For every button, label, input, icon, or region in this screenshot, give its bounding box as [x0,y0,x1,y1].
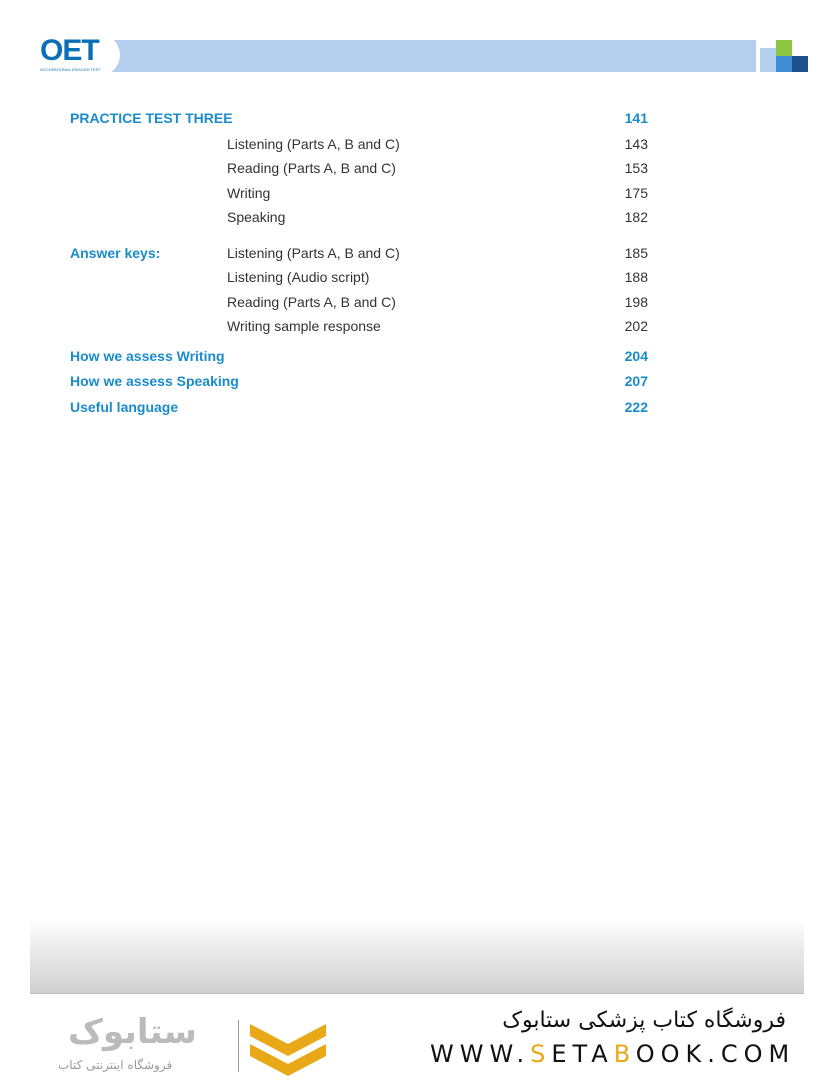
toc-page-number: 207 [624,373,648,389]
toc-page-number: 204 [624,347,648,364]
logo-text: OET [40,34,99,67]
url-part: WWW. [430,1040,531,1068]
brand-chevron-icon [250,1018,326,1076]
toc-row[interactable] [70,316,650,341]
toc-section-title: Useful language [70,398,179,415]
toc-row[interactable] [70,243,650,268]
toc-row-section[interactable] [70,346,650,372]
url-part: B [613,1040,636,1068]
footer-divider [30,993,804,994]
toc-section-title: PRACTICE TEST THREE [70,110,233,126]
toc-page-number: 153 [624,160,648,176]
toc-row-section[interactable] [70,371,650,397]
store-url[interactable] [430,1040,795,1068]
store-name: فروشگاه کتاب پزشکی ستابوک [502,1008,786,1033]
url-part: S [530,1040,552,1068]
toc-section-title: How we assess Speaking [70,373,239,389]
toc-page-number: 182 [624,209,648,225]
toc-item-label: Speaking [227,209,286,225]
toc-item-label: Reading (Parts A, B and C) [227,293,396,310]
toc-section-title: How we assess Writing [70,347,225,364]
brand-divider [238,1020,239,1072]
answer-keys-heading: Answer keys: [70,244,161,261]
header-band [100,40,756,72]
toc-page-number: 143 [624,135,648,152]
oet-logo [32,34,120,76]
toc-row[interactable] [70,267,650,292]
url-part: OOK.COM [635,1040,796,1068]
toc-item-label: Writing sample response [227,318,381,334]
brand-logo-text: ستابوک [68,1012,197,1052]
toc-row[interactable] [70,134,650,159]
toc-page-number: 175 [624,184,648,201]
toc-item-label: Listening (Audio script) [227,269,370,285]
logo-subtitle: OCCUPATIONAL ENGLISH TEST [40,67,101,72]
toc-row[interactable] [70,158,650,183]
url-part: ETA [551,1040,614,1068]
toc-row[interactable] [70,207,650,232]
toc-page-number: 202 [624,318,648,334]
toc-row-practice-three[interactable] [70,108,650,134]
toc-item-label: Writing [227,184,271,201]
toc-row[interactable] [70,292,650,317]
toc-item-label: Listening (Parts A, B and C) [227,135,400,152]
toc-page-number: 188 [624,269,648,285]
toc-page-number: 222 [624,398,648,415]
page-bottom-shadow [30,918,804,994]
toc-page-number: 141 [624,110,648,126]
brand-subtitle: فروشگاه اینترنتی کتاب [58,1058,173,1072]
table-of-contents [70,108,650,422]
toc-row[interactable] [70,183,650,208]
toc-item-label: Listening (Parts A, B and C) [227,244,400,261]
toc-item-label: Reading (Parts A, B and C) [227,160,396,176]
toc-page-number: 185 [624,244,648,261]
toc-page-number: 198 [624,293,648,310]
toc-row-section[interactable] [70,397,650,423]
